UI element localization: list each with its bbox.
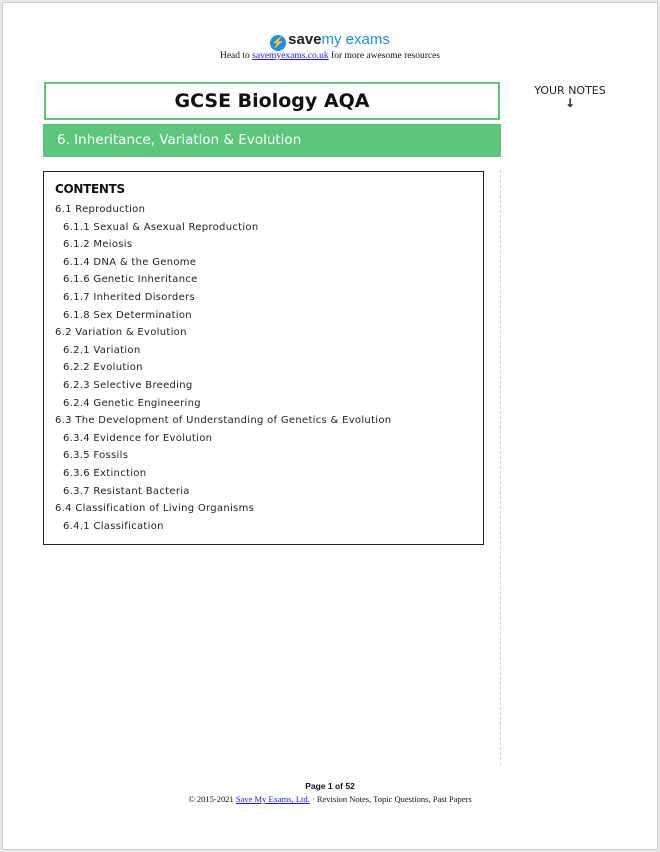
contents-list bbox=[55, 201, 483, 535]
contents-item[interactable]: 6.3.4 Evidence for Evolution bbox=[63, 432, 213, 444]
your-notes-text: YOUR NOTES bbox=[534, 84, 606, 97]
save-my-exams-logo bbox=[0, 31, 660, 51]
contents-item[interactable]: 6.2.3 Selective Breeding bbox=[63, 379, 193, 391]
logo-text-my-exams: my exams bbox=[321, 31, 390, 48]
contents-item[interactable]: 6.4 Classification of Living Organisms bbox=[55, 503, 255, 515]
contents-item[interactable]: 6.3 The Development of Understanding of Genetics & Evolution bbox=[55, 415, 392, 427]
contents-item[interactable]: 6.1.4 DNA & the Genome bbox=[63, 256, 197, 268]
contents-item[interactable]: 6.2 Variation & Evolution bbox=[55, 327, 187, 339]
your-notes-label bbox=[520, 84, 620, 109]
lightning-bolt-icon: ⚡ bbox=[271, 37, 285, 49]
copyright-suffix: · Revision Notes, Topic Questions, Past Papers bbox=[311, 794, 472, 804]
tagline-suffix: for more awesome resources bbox=[331, 51, 441, 61]
page-number: Page 1 of 52 bbox=[305, 781, 355, 791]
copyright-link[interactable]: Save My Exams, Ltd. bbox=[235, 794, 310, 804]
contents-item[interactable]: 6.1.1 Sexual & Asexual Reproduction bbox=[63, 221, 259, 233]
contents-item[interactable]: 6.1.7 Inherited Disorders bbox=[63, 291, 195, 303]
section-heading: 6. Inheritance, Variation & Evolution bbox=[43, 124, 501, 157]
contents-item[interactable]: 6.1.8 Sex Determination bbox=[63, 309, 192, 321]
contents-item[interactable]: 6.3.6 Extinction bbox=[63, 467, 147, 479]
header-tagline bbox=[0, 51, 660, 61]
contents-item[interactable]: 6.3.5 Fossils bbox=[63, 450, 129, 462]
contents-item[interactable]: 6.1.2 Meiosis bbox=[63, 239, 133, 251]
table-of-contents bbox=[43, 171, 484, 545]
contents-item[interactable]: 6.4.1 Classification bbox=[63, 520, 164, 532]
logo-text-save: save bbox=[288, 31, 322, 48]
tagline-link[interactable]: savemyexams.co.uk bbox=[252, 51, 329, 61]
contents-item[interactable]: 6.2.2 Evolution bbox=[63, 362, 143, 374]
tagline-prefix: Head to bbox=[219, 51, 250, 61]
footer-copyright bbox=[0, 794, 660, 804]
arrow-down-icon: ↓ bbox=[564, 96, 576, 110]
contents-item[interactable]: 6.1.6 Genetic Inheritance bbox=[63, 274, 198, 286]
copyright-prefix: © 2015-2021 bbox=[188, 794, 234, 804]
notes-divider bbox=[500, 170, 501, 765]
contents-item[interactable]: 6.2.1 Variation bbox=[63, 344, 141, 356]
contents-heading: CONTENTS bbox=[55, 182, 125, 196]
contents-item[interactable]: 6.2.4 Genetic Engineering bbox=[63, 397, 201, 409]
contents-item[interactable]: 6.1 Reproduction bbox=[55, 204, 146, 215]
contents-item[interactable]: 6.3.7 Resistant Bacteria bbox=[63, 485, 190, 497]
document-title: GCSE Biology AQA bbox=[44, 82, 500, 120]
